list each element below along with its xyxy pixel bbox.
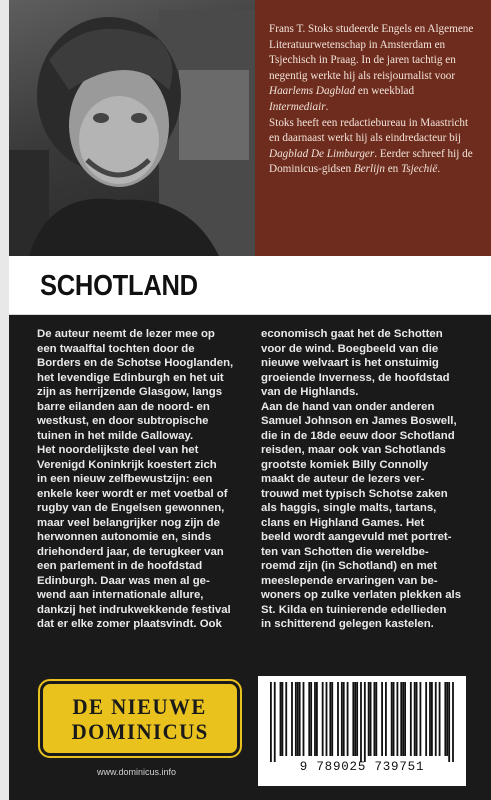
- barcode-bar: [448, 682, 450, 762]
- bio-run: .: [437, 163, 441, 176]
- barcode-bar: [291, 682, 293, 756]
- bio-run: Tsjechisch in Praag. In de jaren tachtig en: [269, 54, 456, 67]
- description-line: Samuel Johnson en James Boswell,: [261, 415, 457, 427]
- barcode-bar: [354, 682, 356, 756]
- bio-run: Dominicus-gidsen: [269, 163, 354, 176]
- barcode-bar: [414, 682, 416, 756]
- description-line: meeslepende ervaringen van be-: [261, 574, 438, 587]
- barcode-bar: [331, 682, 333, 756]
- barcode-bar: [391, 682, 393, 756]
- isbn-barcode: [258, 676, 466, 786]
- barcode-bar: [416, 682, 418, 756]
- barcode-bar: [356, 682, 358, 756]
- description-line: St. Kilda en tuinierende edellieden: [261, 603, 447, 616]
- bio-line: [269, 22, 475, 38]
- bio-italic-run: Berlijn: [353, 163, 385, 176]
- description-line: westkust, en door subtropische: [37, 415, 209, 427]
- barcode-bar: [326, 682, 328, 756]
- spine-edge: [0, 0, 9, 800]
- description-line: Edinburgh. Daar was men al ge-: [37, 574, 210, 587]
- barcode-bar: [310, 682, 312, 756]
- barcode-bar: [303, 682, 305, 756]
- description-column-right: [261, 327, 481, 632]
- barcode-bar: [322, 682, 324, 756]
- description-line: economisch gaat het de Schotten: [261, 328, 443, 340]
- description-line: voor de wind. Boegbeeld van die: [261, 342, 439, 355]
- bio-line: [269, 162, 475, 178]
- barcode-bar: [297, 682, 299, 756]
- description-line: in een nieuw zelfbewustzijn: een: [37, 473, 213, 485]
- publisher-url: www.dominicus.info: [97, 767, 177, 777]
- title-band: [9, 256, 491, 315]
- bio-italic-run: Dagblad De Limburger: [269, 147, 375, 160]
- description-line: van de Highlands.: [261, 386, 359, 398]
- barcode-bar: [360, 682, 362, 762]
- barcode-bar: [285, 682, 287, 756]
- barcode-bar: [402, 682, 404, 756]
- description-line: het levendige Edinburgh en het uit: [37, 371, 224, 384]
- barcode-bar: [429, 682, 431, 756]
- bio-line: [269, 84, 475, 115]
- description-line: Aan de hand van onder anderen: [261, 400, 435, 413]
- barcode-bar: [308, 682, 310, 756]
- description-line: Verenigd Koninkrijk koestert zich: [37, 458, 217, 471]
- barcode-bar: [431, 682, 433, 756]
- barcode-bar: [452, 682, 454, 762]
- barcode-bar: [347, 682, 349, 756]
- description-line: reisden, maar ook van Schotlands: [261, 444, 446, 456]
- barcode-bar: [352, 682, 354, 756]
- barcode-bar: [270, 682, 272, 762]
- barcode-bar: [329, 682, 331, 756]
- barcode-bar: [400, 682, 402, 756]
- barcode-bar: [393, 682, 395, 756]
- barcode-bar: [404, 682, 406, 756]
- bio-line: [269, 38, 475, 54]
- description-line: woners op zulke verlaten plekken als: [261, 589, 462, 601]
- author-portrait-icon: [9, 0, 255, 256]
- barcode-bar: [420, 682, 422, 756]
- description-line: trouwd met typisch Schotse zaken: [261, 487, 448, 500]
- description-line: dat er elke zomer plaatsvindt. Ook: [37, 618, 222, 630]
- bio-line: [269, 53, 475, 69]
- bio-italic-run: Intermediair: [269, 100, 326, 113]
- description-line: Het noordelijkste deel van het: [37, 444, 199, 456]
- bio-run: negentig werkte hij als reisjournalist voor: [269, 69, 456, 82]
- bio-run: Stoks heeft een redactiebureau in Maastricht: [269, 116, 469, 129]
- bio-run: . Eerder schreef hij de: [374, 147, 473, 160]
- description-line: ten van Schotten die wereldbe-: [261, 545, 429, 558]
- description-line: grootste komiek Billy Connolly: [261, 458, 429, 471]
- bio-italic-run: Tsjechië: [401, 163, 438, 176]
- author-photo: [9, 0, 255, 256]
- barcode-bar: [299, 682, 301, 756]
- barcode-bar: [381, 682, 383, 756]
- logo-line-2: DOMINICUS: [71, 718, 209, 744]
- description-line: maar veel belangrijker nog zijn de: [37, 516, 220, 529]
- barcode-bar: [435, 682, 437, 756]
- description-column-left: [37, 327, 255, 632]
- description-line: rugby van de Engelsen gewonnen,: [37, 502, 225, 514]
- barcode-bar: [316, 682, 318, 756]
- barcode-bar: [370, 682, 372, 756]
- description-line: driehonderd jaar, de terugkeer van: [37, 545, 224, 558]
- barcode-bar: [368, 682, 370, 756]
- bio-run: en: [384, 163, 402, 176]
- barcode-bar: [385, 682, 387, 756]
- barcode-bar: [446, 682, 448, 756]
- barcode-icon: [270, 682, 454, 762]
- description-line: tuinen in het milde Galloway.: [37, 429, 194, 442]
- description-line: nieuwe welvaart is het onstuimig: [261, 357, 439, 369]
- barcode-bar: [280, 682, 282, 756]
- barcode-bar: [274, 682, 276, 762]
- bio-run: en weekblad: [355, 85, 415, 98]
- description-line: roemd zijn (in Schotland) en met: [261, 560, 437, 572]
- bio-italic-run: Haarlems Dagblad: [269, 85, 356, 98]
- barcode-bar: [341, 682, 343, 756]
- bio-run: Frans T. Stoks studeerde Engels en Algemene: [269, 23, 474, 35]
- barcode-bar: [337, 682, 339, 756]
- description-line: herwonnen autonomie en, sinds: [37, 531, 212, 543]
- description-line: zijn as herrijzende Glasgow, langs: [37, 386, 223, 398]
- bio-line: [269, 116, 475, 132]
- barcode-bar: [397, 682, 399, 756]
- logo-line-1: DE NIEUWE: [72, 693, 208, 719]
- isbn-number: 9 789025 739751: [299, 760, 425, 774]
- barcode-bar: [374, 682, 376, 756]
- description-line: wend aan internationale allure,: [37, 589, 204, 601]
- description-line: groeiende Inverness, de hoofdstad: [261, 371, 450, 384]
- description-line: barre eilanden aan de noord- en: [37, 400, 210, 413]
- barcode-bar: [314, 682, 316, 756]
- bio-run: en daarnaast werkt hij als eindredacteur bij: [269, 132, 461, 145]
- barcode-bar: [364, 682, 366, 762]
- description-line: een parlement in de hoofdstad: [37, 560, 203, 572]
- bio-line: [269, 131, 475, 147]
- description-line: maakt de auteur de lezers ver-: [261, 473, 425, 485]
- author-bio: [255, 0, 491, 256]
- barcode-bar: [282, 682, 284, 756]
- description-line: in schitterend gelegen kastelen.: [261, 618, 434, 630]
- barcode-bar: [439, 682, 441, 756]
- barcode-bar: [410, 682, 412, 756]
- publisher-logo: [40, 681, 240, 756]
- top-section: [9, 0, 491, 256]
- bio-line: [269, 69, 475, 85]
- description-line: een twaalftal tochten door de: [37, 342, 195, 355]
- barcode-bar: [343, 682, 345, 756]
- description-line: enkele keer wordt er met voetbal of: [37, 487, 228, 500]
- bio-line: [269, 147, 475, 163]
- bio-run: .: [325, 100, 329, 113]
- description-line: beeld wordt aangevuld met portret-: [261, 531, 452, 543]
- book-title: SCHOTLAND: [40, 270, 198, 302]
- description-line: dankzij het indrukwekkende festival: [37, 603, 231, 616]
- description-line: als haggis, single malts, tartans,: [261, 502, 437, 514]
- barcode-bar: [375, 682, 377, 756]
- barcode-bar: [295, 682, 297, 756]
- bio-run: Literatuurwetenschap in Amsterdam en: [269, 38, 446, 51]
- description-line: Borders en de Schotse Hooglanden,: [37, 357, 234, 369]
- barcode-bar: [425, 682, 427, 756]
- barcode-bar: [444, 682, 446, 756]
- description-line: clans en Highland Games. Het: [261, 516, 425, 529]
- description-line: die in de 18de eeuw door Schotland: [261, 429, 455, 442]
- description-line: De auteur neemt de lezer mee op: [37, 328, 215, 340]
